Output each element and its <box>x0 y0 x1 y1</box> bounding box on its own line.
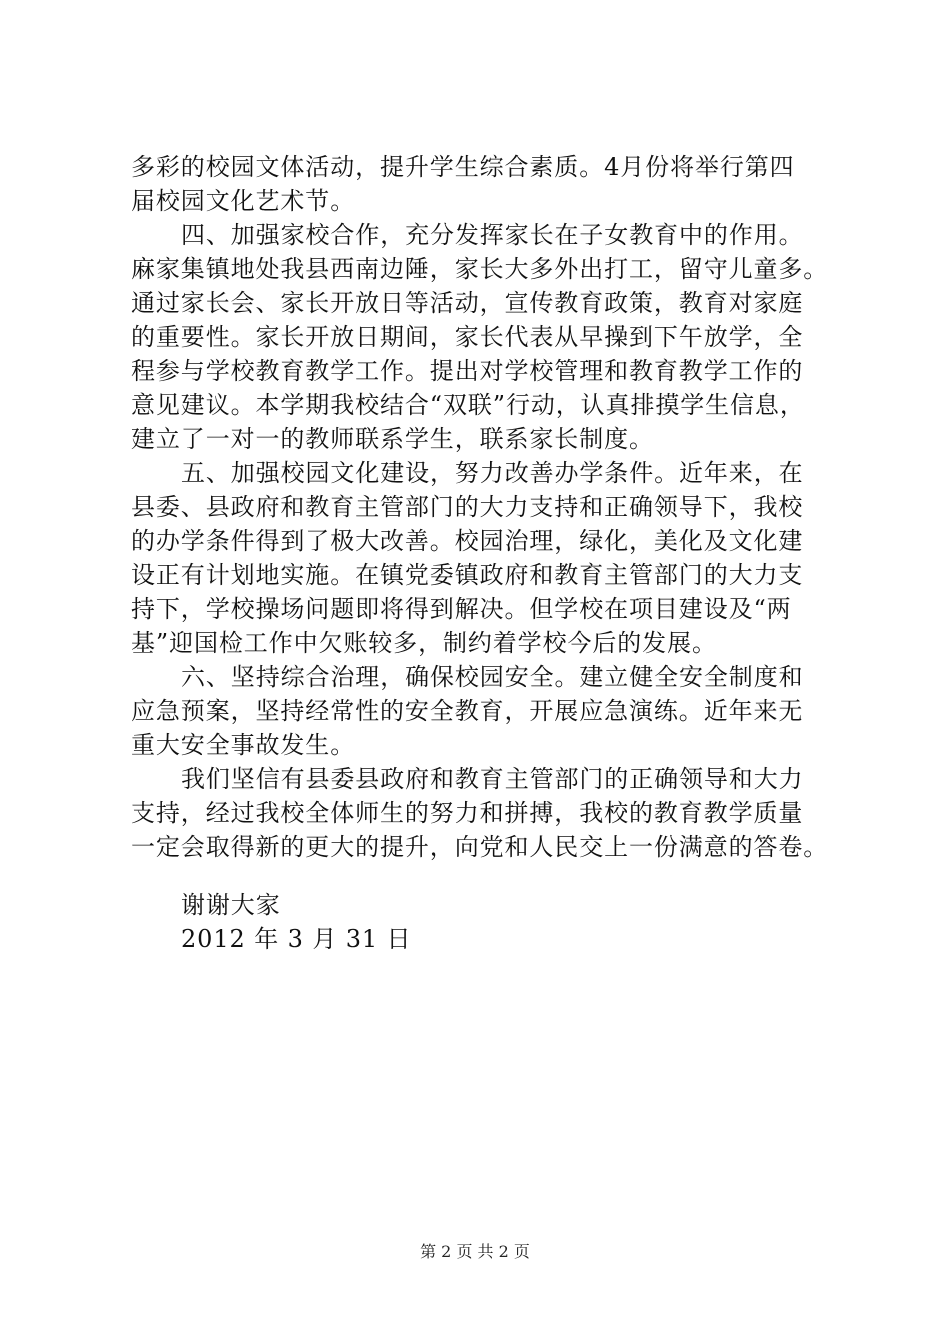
text-line: 县委、县政府和教育主管部门的大力支持和正确领导下，我校 <box>131 493 804 521</box>
text-line: 重大安全事故发生。 <box>131 731 356 759</box>
paragraph-gap <box>131 864 851 888</box>
text-line: 支持，经过我校全体师生的努力和拼搏，我校的教育教学质量 <box>131 799 804 827</box>
text-line: 一定会取得新的更大的提升，向党和人民交上一份满意的答卷。 <box>131 833 829 861</box>
text-line: 持下，学校操场问题即将得到解决。但学校在项目建设及“两 <box>131 595 792 623</box>
text-line: 设正有计划地实施。在镇党委镇政府和教育主管部门的大力支 <box>131 561 804 589</box>
text-line: 的办学条件得到了极大改善。校园治理，绿化，美化及文化建 <box>131 527 804 555</box>
section-heading-line: 六、坚持综合治理，确保校园安全。建立健全安全制度和 <box>181 663 804 691</box>
text-line: 届校园文化艺术节。 <box>131 187 356 215</box>
section-heading-line: 四、加强家校合作，充分发挥家长在子女教育中的作用。 <box>181 221 804 249</box>
text-line: 应急预案，坚持经常性的安全教育，开展应急演练。近年来无 <box>131 697 804 725</box>
text-line: 基”迎国检工作中欠账较多，制约着学校今后的发展。 <box>131 629 717 657</box>
text-line: 程参与学校教育教学工作。提出对学校管理和教育教学工作的 <box>131 357 804 385</box>
text-line: 意见建议。本学期我校结合“双联”行动，认真排摸学生信息， <box>131 391 805 419</box>
text-line: 通过家长会、家长开放日等活动，宣传教育政策，教育对家庭 <box>131 289 804 317</box>
text-line: 建立了一对一的教师联系学生，联系家长制度。 <box>131 425 654 453</box>
document-body <box>131 150 851 956</box>
closing-thanks: 谢谢大家 <box>181 891 281 919</box>
document-date: 2012 年 3 月 31 日 <box>181 925 412 953</box>
text-line: 的重要性。家长开放日期间，家长代表从早操到下午放学，全 <box>131 323 804 351</box>
conclusion-line: 我们坚信有县委县政府和教育主管部门的正确领导和大力 <box>181 765 804 793</box>
section-heading-line: 五、加强校园文化建设，努力改善办学条件。近年来，在 <box>181 459 804 487</box>
page-footer: 第 2 页 共 2 页 <box>420 1242 530 1261</box>
text-line: 多彩的校园文体活动，提升学生综合素质。4月份将举行第四 <box>131 153 795 181</box>
text-line: 麻家集镇地处我县西南边陲，家长大多外出打工，留守儿童多。 <box>131 255 829 283</box>
